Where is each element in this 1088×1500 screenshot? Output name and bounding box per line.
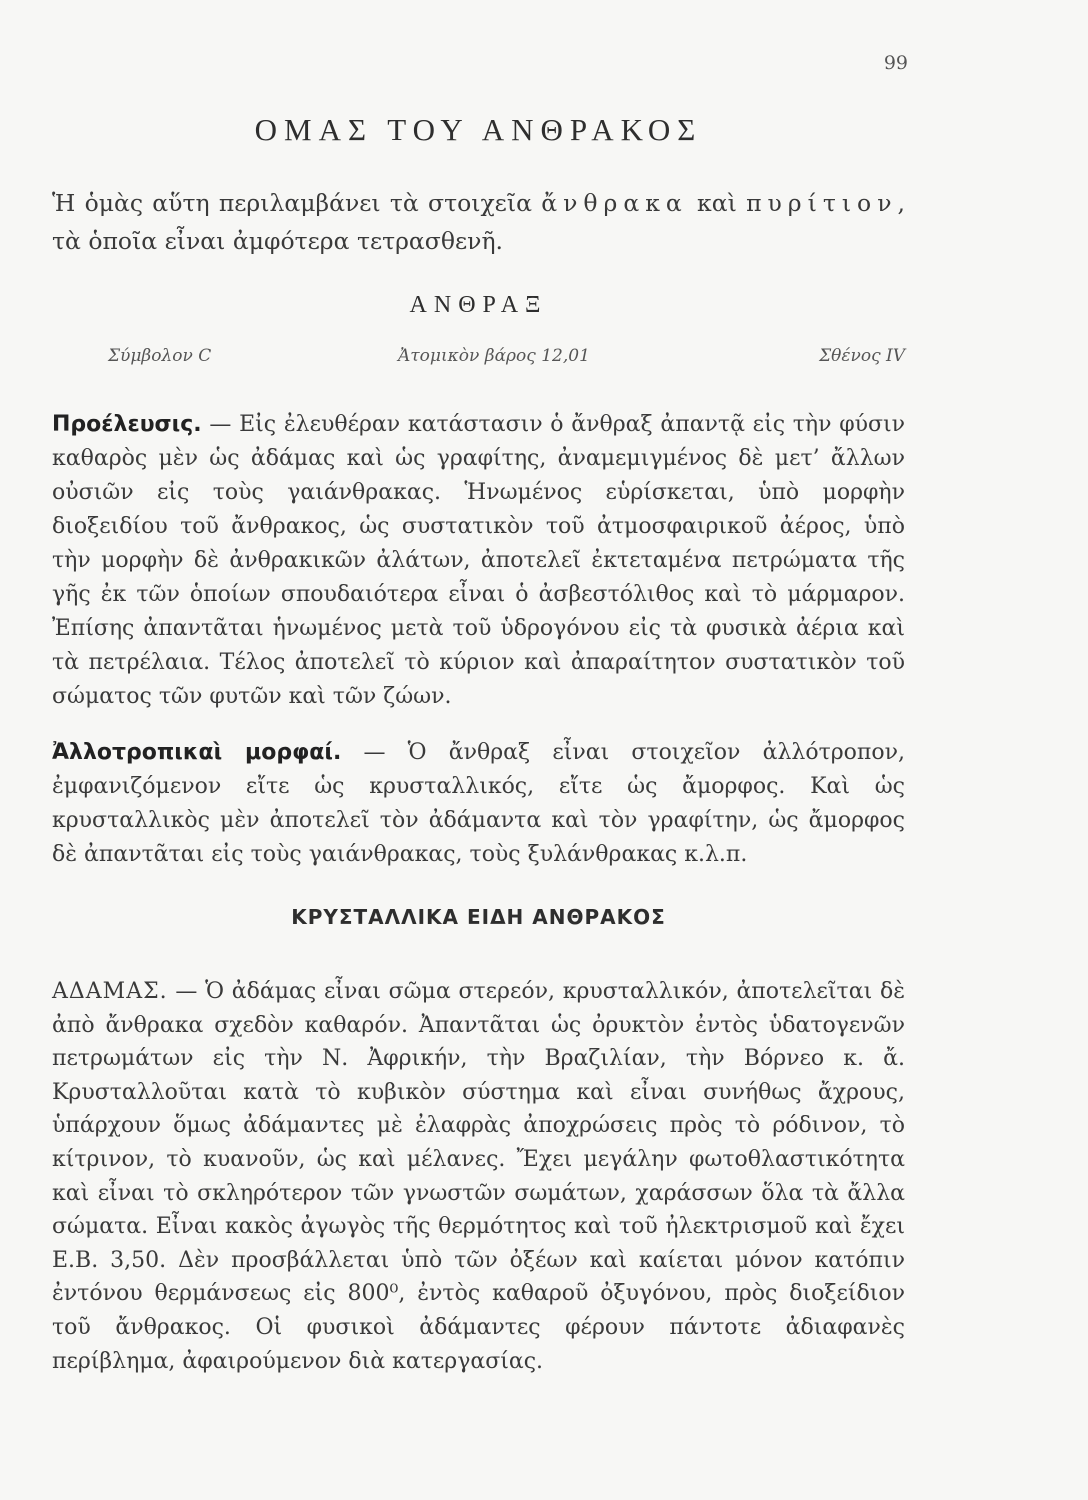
allotropic-paragraph — [52, 736, 905, 872]
element-title: ΑΝΘΡΑΞ — [409, 292, 548, 318]
origin-heading: Προέλευσις. — [52, 412, 202, 437]
diamond-heading: ΑΔΑΜΑΣ. — [52, 979, 168, 1004]
property-symbol: Σύμβολον C — [108, 346, 212, 366]
origin-paragraph — [52, 408, 905, 714]
intro-text: καὶ — [687, 189, 747, 217]
allotropic-text: — Ὁ ἄνθραξ εἶναι στοιχεῖον ἀλλότροπον, ἐμφανιζόμενον εἴτε ὡς κρυσταλλικός, εἴτε ὡς ἄμορφος. Καὶ ὡς κρυσταλλικὸς μὲν ἀποτελεῖ τὸν ἀδάμαντα καὶ τὸν γραφίτην, ὡς ἄμορφος δὲ ἀπαντᾶται εἰς τοὺς γαιάνθρακας, τοὺς ξυλάνθρακας κ.λ.π. — [52, 740, 905, 867]
allotropic-heading: Ἀλλοτροπικαὶ μορφαί. — [52, 740, 342, 765]
intro-text: Ἡ ὁμὰς αὕτη περιλαμβάνει τὰ στοιχεῖα — [52, 189, 542, 217]
diamond-paragraph — [52, 975, 905, 1378]
intro-text: , τὰ ὁποῖα εἶναι ἀμφότερα τετρασθενῆ. — [52, 189, 905, 255]
intro-term-silicon: πυρίτιον — [746, 189, 898, 217]
property-valence: Σθένος IV — [819, 346, 905, 366]
property-atomic-weight: Ἀτομικὸν βάρος 12,01 — [398, 346, 590, 366]
intro-paragraph — [52, 184, 905, 260]
intro-term-carbon: ἄνθρακα — [541, 189, 688, 217]
section-title: ΟΜΑΣ ΤΟΥ ΑΝΘΡΑΚΟΣ — [254, 112, 703, 147]
page-number: 99 — [883, 52, 908, 74]
origin-text: — Εἰς ἐλευθέραν κατάστασιν ὁ ἄνθραξ ἀπαντᾷ εἰς τὴν φύσιν καθαρὸς μὲν ὡς ἀδάμας καὶ ὡς γραφίτης, ἀναμεμιγμένος δὲ μετ’ ἄλλων οὐσιῶν εἰς τοὺς γαιάνθρακας. Ἡνωμένος εὑρίσκεται, ὑπὸ μορφὴν διοξειδίου τοῦ ἄνθρακος, ὡς συστατικὸν τοῦ ἀτμοσφαιρικοῦ ἀέρος, ὑπὸ τὴν μορφὴν δὲ ἀνθρακικῶν ἀλάτων, ἀποτελεῖ ἐκτεταμένα πετρώματα τῆς γῆς ἐκ τῶν ὁποίων σπουδαιότερα εἶναι ὁ ἀσβεστόλιθος καὶ τὸ μάρμαρον. Ἐπίσης ἀπαντᾶται ἡνωμένος μετὰ τοῦ ὑδρογόνου εἰς τὰ φυσικὰ ἀέρια καὶ τὰ πετρέλαια. Τέλος ἀποτελεῖ τὸ κύριον καὶ ἀπαραίτητον συστατικὸν τοῦ σώματος τῶν φυτῶν καὶ τῶν ζώων. — [52, 412, 905, 709]
crystal-section-title: ΚΡΥΣΤΑΛΛΙΚΑ ΕΙΔΗ ΑΝΘΡΑΚΟΣ — [291, 905, 666, 929]
diamond-text: — Ὁ ἀδάμας εἶναι σῶμα στερεόν, κρυσταλλικόν, ἀποτελεῖται δὲ ἀπὸ ἄνθρακα σχεδὸν καθαρόν. Ἀπαντᾶται ὡς ὀρυκτὸν ἐντὸς ὑδατογενῶν πετρωμάτων εἰς τὴν Ν. Ἀφρικήν, τὴν Βραζιλίαν, τὴν Βόρνεο κ. ἄ. Κρυσταλλοῦται κατὰ τὸ κυβικὸν σύστημα καὶ εἶναι συνήθως ἄχρους, ὑπάρχουν ὅμως ἀδάμαντες μὲ ἐλαφρὰς ἀποχρώσεις πρὸς τὸ ρόδινον, τὸ κίτρινον, τὸ κυανοῦν, ὡς καὶ μέλανες. Ἔχει μεγάλην φωτοθλαστικότητα καὶ εἶναι τὸ σκληρότερον τῶν γνωστῶν σωμάτων, χαράσσων ὅλα τὰ ἄλλα σώματα. Εἶναι κακὸς ἀγωγὸς τῆς θερμότητος καὶ τοῦ ἠλεκτρισμοῦ καὶ ἔχει Ε.Β. 3,50. Δὲν προσβάλλεται ὑπὸ τῶν ὀξέων καὶ καίεται μόνον κατόπιν ἐντόνου θερμάνσεως εἰς 800⁰, ἐντὸς καθαροῦ ὀξυγόνου, πρὸς διοξείδιον τοῦ ἄνθρακος. Οἱ φυσικοὶ ἀδάμαντες φέρουν πάντοτε ἀδιαφανὲς περίβλημα, ἀφαιρούμενον διὰ κατεργασίας. — [52, 979, 905, 1374]
